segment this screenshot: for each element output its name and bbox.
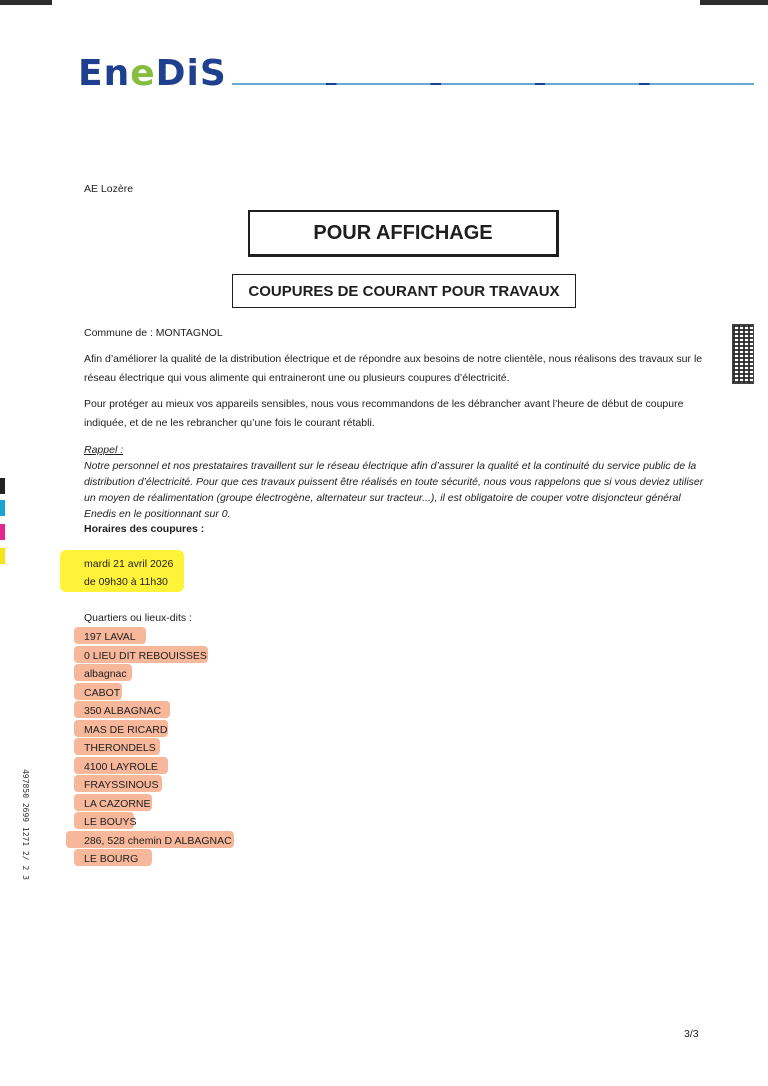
logo-rule: [232, 83, 754, 85]
quartier-item: LE BOUYS: [84, 816, 137, 828]
title-main: POUR AFFICHAGE: [248, 210, 559, 257]
rappel-text: Notre personnel et nos prestataires travaillent sur le réseau électrique afin d’assurer la qualité et la continuité du service public de la distribution d’électricité. Pour que ces travaux puissent être réalisés en toute sécurité, nous vous rappelons que si vous deviez utiliser un moyen de réalimentation (groupe électrogène, alternateur sur tracteur...), il est obligatoire de couper votre disjoncteur général Enedis en le positionnant sur 0.: [84, 460, 704, 520]
qr-code: [732, 324, 754, 384]
quartier-item: THERONDELS: [84, 742, 156, 754]
quartier-item: LE BOURG: [84, 853, 139, 865]
quartier-item: CABOT: [84, 686, 121, 699]
cut-time: de 09h30 à 11h30: [84, 576, 168, 588]
color-mark-cyan: [0, 500, 5, 516]
scan-edge-left: [0, 0, 52, 5]
horaires-label: Horaires des coupures :: [84, 523, 205, 535]
rappel-label: Rappel :: [84, 444, 124, 456]
quartier-item: albagnac: [84, 668, 127, 680]
quartier-item: FRAYSSINOUS: [84, 779, 159, 791]
quartier-item: MAS DE RICARD: [84, 723, 168, 736]
paragraph-1: Afin d’améliorer la qualité de la distribution électrique et de répondre aux besoins de notre clientèle, nous réalisons des travaux sur le réseau électrique qui vous alimente qui entraineront une ou plusieurs coupures d’électricité.: [84, 353, 703, 384]
color-mark-black: [0, 478, 5, 494]
title-sub: COUPURES DE COURANT POUR TRAVAUX: [232, 274, 576, 308]
color-mark-magenta: [0, 524, 5, 540]
quartier-item: 350 ALBAGNAC: [84, 705, 162, 717]
quartier-item: 197 LAVAL: [84, 631, 136, 643]
paragraph-2: Pour protéger au mieux vos appareils sensibles, nous vous recommandons de les débrancher avant l’heure de début de coupure indiquée, et de ne les rebrancher qu’une fois le courant rétabli.: [84, 398, 684, 429]
quartiers-label: Quartiers ou lieux-dits :: [84, 612, 192, 624]
cut-date: mardi 21 avril 2026: [84, 558, 174, 570]
enedis-logo: EneDiS: [78, 53, 227, 94]
page-number: 3/3: [684, 1028, 699, 1040]
sender: AE Lozère: [84, 183, 134, 195]
quartier-item: 0 LIEU DIT REBOUISSES: [84, 649, 207, 662]
color-mark-yellow: [0, 548, 5, 564]
commune: Commune de : MONTAGNOL: [84, 327, 223, 339]
quartier-item: LA CAZORNE: [84, 797, 151, 810]
quartier-item: 286, 528 chemin D ALBAGNAC: [84, 834, 232, 847]
scan-edge-right: [700, 0, 768, 5]
side-code: 497850 2699 1271 2/ 2 3: [20, 769, 30, 880]
quartier-item: 4100 LAYROLE: [84, 760, 158, 773]
